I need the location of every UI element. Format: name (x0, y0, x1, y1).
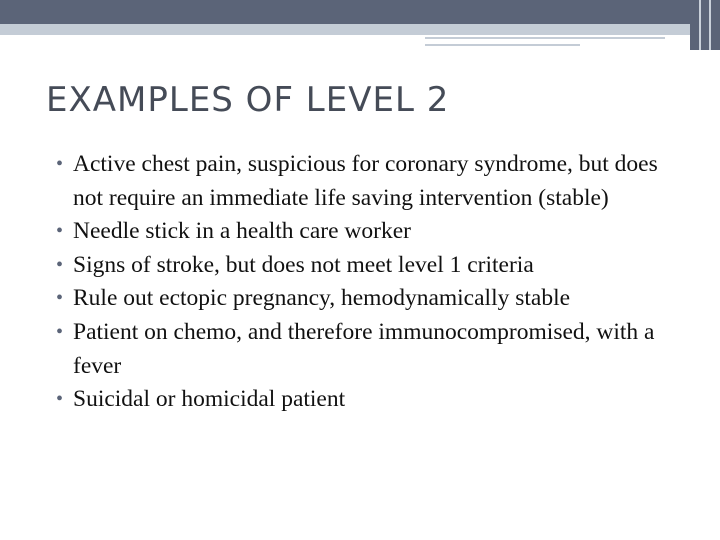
corner-stripe (709, 0, 711, 50)
bullet-icon: • (56, 253, 64, 276)
bullet-list (48, 148, 688, 417)
decorative-line (425, 37, 665, 39)
bullet-text: Signs of stroke, but does not meet level 1 criteria (73, 251, 534, 278)
bullet-text: Rule out ectopic pregnancy, hemodynamically stable (73, 285, 571, 312)
bullet-text: Needle stick in a health care worker (73, 218, 411, 245)
bullet-item (48, 249, 688, 283)
bullet-item (48, 215, 688, 249)
top-accent-bar (0, 0, 720, 24)
top-accent-bar-light (0, 24, 690, 35)
bullet-text: Active chest pain, suspicious for coronary syndrome, but does not require an immediate life saving intervention (stable) (73, 151, 658, 211)
top-accent-corner (690, 0, 720, 50)
decorative-line (425, 44, 580, 46)
bullet-item (48, 282, 688, 316)
bullet-text: Patient on chemo, and therefore immunocompromised, with a fever (73, 318, 655, 379)
slide-title: EXAMPLES OF LEVEL 2 (46, 80, 450, 120)
bullet-icon: • (56, 388, 64, 411)
bullet-item (48, 316, 688, 383)
bullet-item (48, 383, 688, 417)
bullet-item (48, 148, 688, 215)
corner-stripe (699, 0, 701, 50)
bullet-icon: • (56, 153, 64, 175)
bullet-icon: • (56, 320, 64, 343)
bullet-icon: • (56, 220, 64, 243)
bullet-icon: • (56, 287, 64, 310)
bullet-text: Suicidal or homicidal patient (73, 386, 346, 413)
